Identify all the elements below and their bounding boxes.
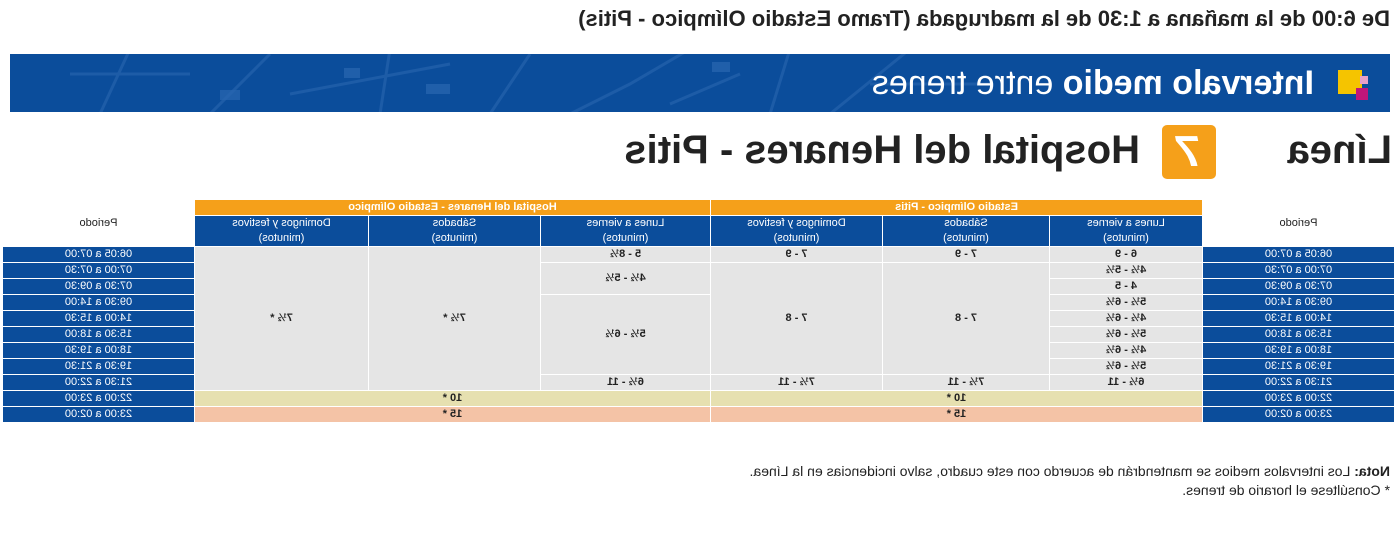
period-cell: 07:00 a 07:30 xyxy=(1203,263,1395,279)
value-cell: 15 * xyxy=(195,407,711,423)
line-word: Línea xyxy=(1287,128,1392,172)
value-cell: 7½ - 11 xyxy=(711,375,883,391)
periodo-header: Periodo xyxy=(1203,200,1395,247)
value-cell: 7½ * xyxy=(369,247,541,391)
period-cell: 23:00 a 02:00 xyxy=(1203,407,1395,423)
period-cell: 15:30 a 18:00 xyxy=(3,327,195,343)
banner xyxy=(10,54,1390,112)
value-cell: 5½ - 6½ xyxy=(1050,295,1203,311)
value-cell: 4 - 5 xyxy=(1050,279,1203,295)
period-cell: 21:30 a 22:00 xyxy=(3,375,195,391)
period-cell: 19:30 a 21:30 xyxy=(1203,359,1395,375)
value-cell: 4½ - 6½ xyxy=(1050,343,1203,359)
subheader: Lunes a viernes (minutos) xyxy=(541,216,711,247)
periodo-header: Periodo xyxy=(3,200,195,247)
value-cell: 5½ - 6½ xyxy=(541,295,711,375)
period-cell: 07:30 a 09:30 xyxy=(1203,279,1395,295)
period-cell: 18:00 a 19:30 xyxy=(1203,343,1395,359)
period-cell: 23:00 a 02:00 xyxy=(3,407,195,423)
value-cell: 6½ - 11 xyxy=(1050,375,1203,391)
group-header-hh-eo: Hospital del Henares - Estadio Olímpico xyxy=(195,200,711,216)
table-row xyxy=(3,407,1395,423)
interval-table xyxy=(2,199,1395,423)
note-line-1: Nota: Los intervalos medios se mantendrán de acuerdo con este cuadro, salvo incidencias en la Línea. xyxy=(749,463,1390,479)
value-cell: 6½ - 11 xyxy=(541,375,711,391)
period-cell: 21:30 a 22:00 xyxy=(1203,375,1395,391)
value-cell: 7 - 9 xyxy=(711,247,883,263)
value-cell: 4½ - 6½ xyxy=(1050,311,1203,327)
period-cell: 14:00 a 15:30 xyxy=(3,311,195,327)
period-cell: 06:05 a 07:00 xyxy=(1203,247,1395,263)
line-name: Hospital del Henares - Pitis xyxy=(624,128,1140,172)
note xyxy=(750,462,1390,500)
subheader: Domingos y festivos (minutos) xyxy=(195,216,369,247)
value-cell: 10 * xyxy=(195,391,711,407)
value-cell: 7 - 9 xyxy=(883,247,1050,263)
value-cell: 7½ * xyxy=(195,247,369,391)
value-cell: 6 - 9 xyxy=(1050,247,1203,263)
value-cell: 7½ - 11 xyxy=(883,375,1050,391)
period-cell: 09:30 a 14:00 xyxy=(1203,295,1395,311)
logo-squares-icon xyxy=(1336,68,1370,102)
period-cell: 22:00 a 23:00 xyxy=(1203,391,1395,407)
period-cell: 09:30 a 14:00 xyxy=(3,295,195,311)
subheader: Sábados (minutos) xyxy=(369,216,541,247)
period-cell: 14:00 a 15:30 xyxy=(1203,311,1395,327)
subheader: Domingos y festivos (minutos) xyxy=(711,216,883,247)
period-cell: 22:00 a 23:00 xyxy=(3,391,195,407)
page-subtitle: De 6:00 de la mañana a 1:30 de la madrugada (Tramo Estadio Olímpico - Pitis) xyxy=(578,6,1390,31)
subheader: Sábados (minutos) xyxy=(883,216,1050,247)
value-cell: 5½ - 6½ xyxy=(1050,359,1203,375)
group-header-eo-pitis: Estadio Olímpico - Pitis xyxy=(711,200,1203,216)
line-number-badge: 7 xyxy=(1162,125,1216,179)
subheader: Lunes a viernes (minutos) xyxy=(1050,216,1203,247)
value-cell: 4½ - 5½ xyxy=(541,263,711,295)
value-cell: 10 * xyxy=(711,391,1203,407)
period-cell: 07:00 a 07:30 xyxy=(3,263,195,279)
period-cell: 07:30 a 09:30 xyxy=(3,279,195,295)
banner-title: Intervalo medio entre trenes xyxy=(871,64,1314,102)
period-cell: 06:05 a 07:00 xyxy=(3,247,195,263)
period-cell: 18:00 a 19:30 xyxy=(3,343,195,359)
table-row xyxy=(3,247,1395,263)
table-row xyxy=(3,391,1395,407)
value-cell: 7 - 8 xyxy=(711,263,883,375)
note-line-2: * Consúltese el horario de trenes. xyxy=(1182,482,1390,498)
value-cell: 5½ - 6½ xyxy=(1050,327,1203,343)
value-cell: 15 * xyxy=(711,407,1203,423)
period-cell: 15:30 a 18:00 xyxy=(1203,327,1395,343)
value-cell: 5 - 8½ xyxy=(541,247,711,263)
value-cell: 7 - 8 xyxy=(883,263,1050,375)
period-cell: 19:30 a 21:30 xyxy=(3,359,195,375)
value-cell: 4½ - 5½ xyxy=(1050,263,1203,279)
